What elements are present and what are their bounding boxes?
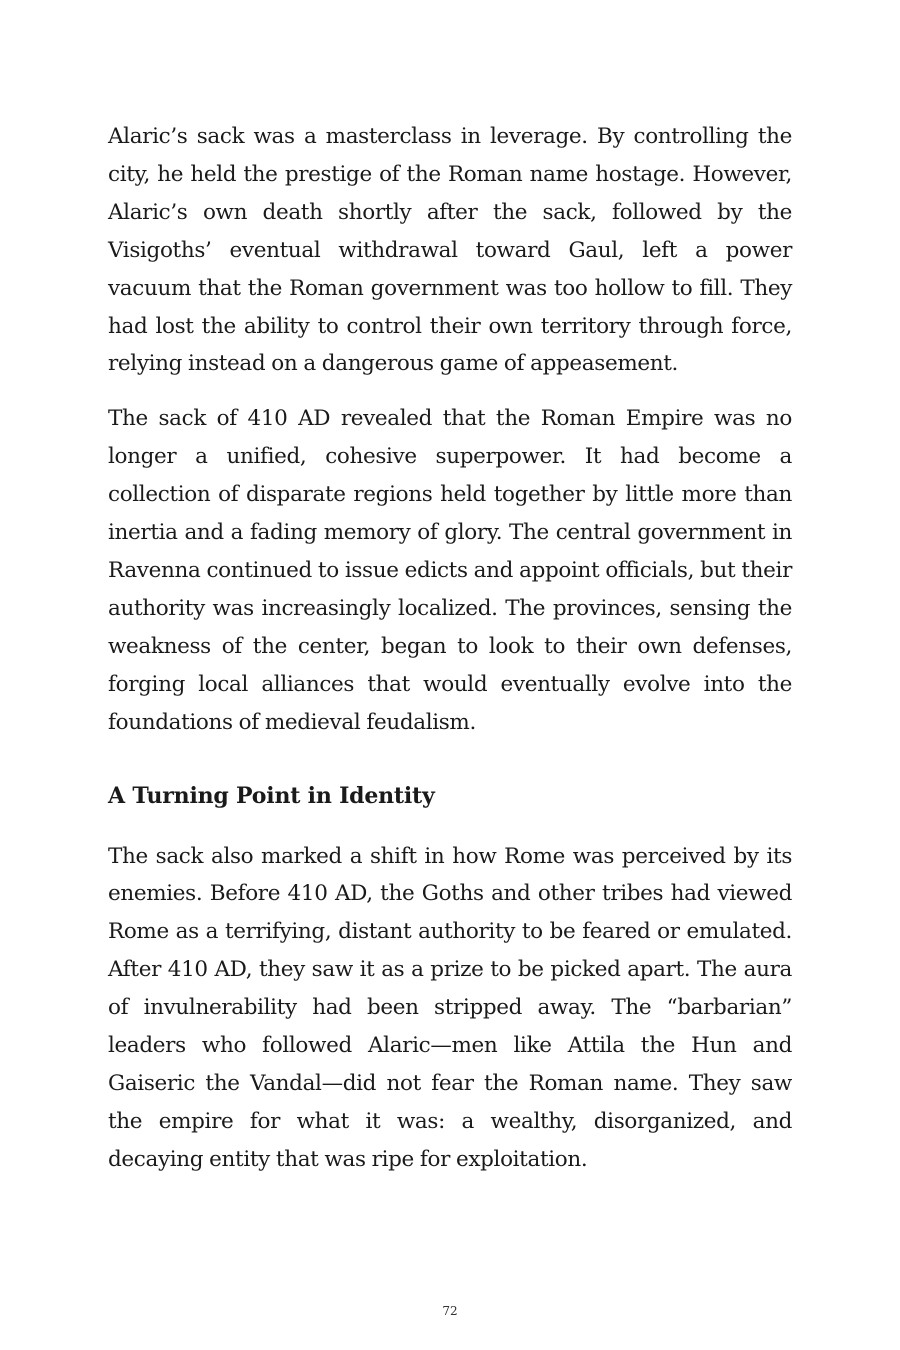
- paragraph-sack-410: The sack of 410 AD revealed that the Roman Empire was no longer a unified, cohesive superpower. It had become a collection of disparate regions held together by little more than inertia and a fading memory of glory. The central government in Ravenna continued to issue edicts and appoint officials, but their authority was increasingly localized. The provinces, sensing the weakness of the center, began to look to their own defenses, forging local alliances that would eventually evolve into the foundations of medieval feudalism.: [108, 406, 792, 735]
- page-number: 72: [442, 1304, 458, 1318]
- paragraph-leverage: Alaric’s sack was a masterclass in leverage. By controlling the city, he held the prestige of the Roman name hostage. However, Alaric’s own death shortly after the sack, followed by the Visigoths’ eventual withdrawal toward Gaul, left a power vacuum that the Roman government was too hollow to fill. They had lost the ability to control their own territory through force, relying instead on a dangerous game of appeasement.: [108, 124, 792, 377]
- page-body: [108, 118, 792, 1179]
- paragraph-perception-shift: The sack also marked a shift in how Rome was perceived by its enemies. Before 410 AD, the Goths and other tribes had viewed Rome as a terrifying, distant authority to be feared or emulated. After 410 AD, they saw it as a prize to be picked apart. The aura of invulnerability had been stripped away. The “barbarian” leaders who followed Alaric—men like Attila the Hun and Gaiseric the Vandal—did not fear the Roman name. They saw the empire for what it was: a wealthy, disorganized, and decaying entity that was ripe for exploitation.: [108, 843, 792, 1172]
- section-heading: A Turning Point in Identity: [108, 782, 435, 809]
